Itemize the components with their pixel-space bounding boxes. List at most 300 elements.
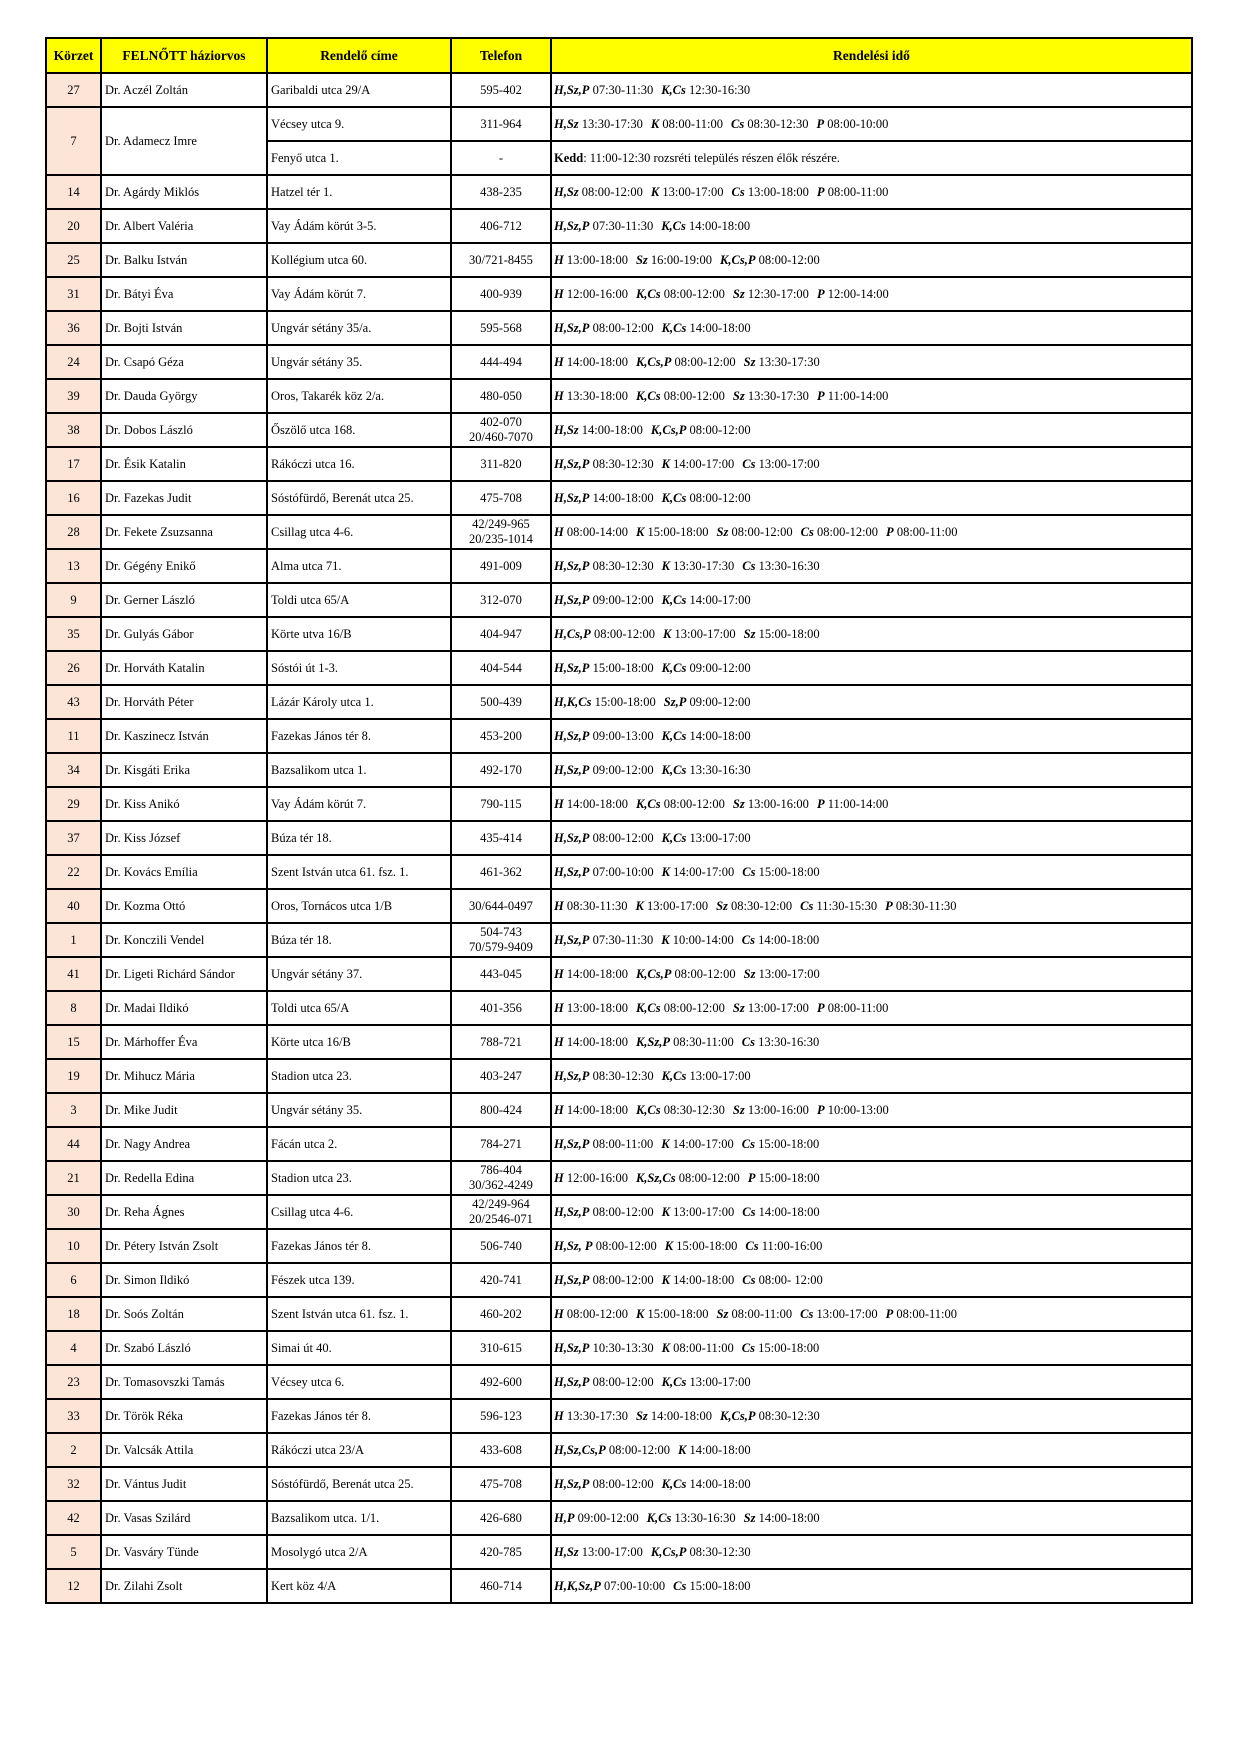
district-cell: 24 <box>46 345 101 379</box>
doctor-name-cell: Dr. Bojti István <box>101 311 267 345</box>
address-cell: Szent István utca 61. fsz. 1. <box>267 855 451 889</box>
hours-segment <box>733 1103 809 1117</box>
hours-segment <box>733 797 809 811</box>
time-range: 13:00-17:00 <box>758 456 820 471</box>
days-label: H,Sz,P <box>554 1204 590 1219</box>
time-range: 08:00-12:00 <box>758 252 820 267</box>
phone-number: 492-170 <box>480 762 522 777</box>
phone-number: 20/460-7070 <box>469 430 533 444</box>
time-range: 08:30-12:30 <box>689 1544 751 1559</box>
phone-number: 492-600 <box>480 1374 522 1389</box>
days-label: P <box>885 1306 894 1321</box>
time-range: 15:00-18:00 <box>758 1170 820 1185</box>
table-row <box>46 243 1192 277</box>
hours-segment <box>636 355 736 369</box>
hours-segment <box>817 185 888 199</box>
hours-segment <box>662 729 751 743</box>
time-range: 14:00-18:00 <box>566 1102 628 1117</box>
table-row <box>46 1229 1192 1263</box>
time-range: 13:30-16:30 <box>758 1034 820 1049</box>
time-range: 12:00-14:00 <box>827 286 889 301</box>
time-range: 14:00-17:00 <box>673 864 735 879</box>
hours-cell <box>551 1195 1192 1229</box>
phone-number: 312-070 <box>480 592 522 607</box>
hours-cell <box>551 515 1192 549</box>
district-cell: 30 <box>46 1195 101 1229</box>
time-range: 14:00-17:00 <box>672 1136 734 1151</box>
table-row <box>46 311 1192 345</box>
hours-segment <box>636 1307 709 1321</box>
address-cell: Fenyő utca 1. <box>267 141 451 175</box>
time-range: 08:00-11:00 <box>662 116 724 131</box>
hours-cell <box>551 923 1192 957</box>
table-row <box>46 209 1192 243</box>
days-label: H,Sz,P <box>554 1476 590 1491</box>
district-cell: 6 <box>46 1263 101 1297</box>
header-doctor: FELNŐTT háziorvos <box>101 38 267 73</box>
days-label: K,Cs <box>661 1068 687 1083</box>
days-label: K <box>664 1238 674 1253</box>
doctor-name-cell: Dr. Ésik Katalin <box>101 447 267 481</box>
doctor-name-cell: Dr. Aczél Zoltán <box>101 73 267 107</box>
table-row <box>46 787 1192 821</box>
hours-segment <box>733 287 809 301</box>
time-range: 08:00-11:00 <box>731 1306 793 1321</box>
time-range: 09:00-12:00 <box>592 592 654 607</box>
doctor-name-cell: Dr. Agárdy Miklós <box>101 175 267 209</box>
doctor-name-cell: Dr. Kiss József <box>101 821 267 855</box>
hours-segment <box>886 525 957 539</box>
district-cell: 43 <box>46 685 101 719</box>
phone-cell <box>451 1195 551 1229</box>
hours-segment <box>661 1137 734 1151</box>
hours-cell <box>551 991 1192 1025</box>
phone-cell <box>451 175 551 209</box>
hours-cell <box>551 345 1192 379</box>
time-range: 08:00-12:00 <box>608 1442 670 1457</box>
time-range: 14:00-18:00 <box>758 1204 820 1219</box>
address-cell: Stadion utca 23. <box>267 1161 451 1195</box>
days-label: P <box>816 184 825 199</box>
table-row <box>46 821 1192 855</box>
days-label: K,Cs <box>635 1102 661 1117</box>
days-label: P <box>816 388 825 403</box>
header-address: Rendelő címe <box>267 38 451 73</box>
address-cell: Sóstófürdő, Berenát utca 25. <box>267 481 451 515</box>
days-label: H,Sz,P <box>554 1136 590 1151</box>
days-label: H,Sz,P <box>554 1374 590 1389</box>
hours-segment <box>662 1069 751 1083</box>
table-row <box>46 923 1192 957</box>
days-label: Cs <box>800 898 814 913</box>
time-range: 14:00-18:00 <box>689 1476 751 1491</box>
hours-segment <box>678 1443 751 1457</box>
phone-number: 20/235-1014 <box>469 532 533 546</box>
hours-cell <box>551 107 1192 141</box>
address-cell: Garibaldi utca 29/A <box>267 73 451 107</box>
table-row <box>46 1569 1192 1603</box>
doctor-name-cell: Dr. Mike Judit <box>101 1093 267 1127</box>
table-row <box>46 515 1192 549</box>
days-label: K,Cs,P <box>720 252 756 267</box>
hours-cell <box>551 413 1192 447</box>
hours-segment <box>554 559 654 573</box>
phone-cell <box>451 345 551 379</box>
phone-cell <box>451 379 551 413</box>
days-label: Sz,P <box>663 694 687 709</box>
time-range: 13:00-16:00 <box>747 796 809 811</box>
days-label: H,Cs,P <box>554 626 591 641</box>
phone-cell <box>451 1127 551 1161</box>
district-cell: 33 <box>46 1399 101 1433</box>
phone-cell <box>451 413 551 447</box>
hours-cell <box>551 311 1192 345</box>
district-cell: 18 <box>46 1297 101 1331</box>
district-cell: 2 <box>46 1433 101 1467</box>
hours-segment <box>662 1273 735 1287</box>
days-label: K,Cs,P <box>720 1408 756 1423</box>
hours-segment <box>554 729 654 743</box>
hours-cell <box>551 719 1192 753</box>
district-cell: 29 <box>46 787 101 821</box>
table-row <box>46 1127 1192 1161</box>
doctor-name-cell: Dr. Kisgáti Erika <box>101 753 267 787</box>
time-range: 13:30-18:00 <box>566 388 628 403</box>
hours-segment <box>742 457 819 471</box>
district-cell: 13 <box>46 549 101 583</box>
phone-number: 438-235 <box>480 184 522 199</box>
days-label: P <box>816 286 825 301</box>
time-range: 08:00-12:00 <box>581 184 643 199</box>
days-label: H,Sz,P <box>554 218 590 233</box>
phone-number: 404-544 <box>480 660 522 675</box>
time-range: 13:00-17:00 <box>646 898 709 913</box>
phone-cell <box>451 277 551 311</box>
table-row <box>46 481 1192 515</box>
doctor-name-cell: Dr. Reha Ágnes <box>101 1195 267 1229</box>
hours-segment <box>554 593 654 607</box>
days-label: K <box>635 524 645 539</box>
time-range: 08:30-12:00 <box>731 898 793 913</box>
hours-segment <box>554 525 628 539</box>
time-range: 13:00-17:00 <box>581 1544 643 1559</box>
days-label: H,Sz,P <box>554 82 590 97</box>
address-cell: Sóstói út 1-3. <box>267 651 451 685</box>
doctor-name-cell: Dr. Kozma Ottó <box>101 889 267 923</box>
hours-cell <box>551 1501 1192 1535</box>
days-label: K,Cs <box>661 218 686 233</box>
time-range: 07:30-11:30 <box>592 932 654 947</box>
hours-segment <box>554 185 643 199</box>
phone-number: 42/249-965 <box>472 517 530 531</box>
days-label: H,Sz,P <box>554 1068 590 1083</box>
header-district: Körzet <box>46 38 101 73</box>
time-range: 08:00-12:00 <box>592 830 654 845</box>
time-range: 11:30-15:30 <box>816 898 878 913</box>
days-label: P <box>747 1170 756 1185</box>
time-range: 08:30-11:30 <box>895 898 957 913</box>
phone-number: 435-414 <box>480 830 522 845</box>
time-range: 15:00-18:00 <box>647 1306 709 1321</box>
table-row <box>46 277 1192 311</box>
phone-number: 500-439 <box>480 694 522 709</box>
hours-segment <box>554 151 840 165</box>
days-label: K,Cs <box>635 1000 661 1015</box>
table-row <box>46 583 1192 617</box>
hours-segment <box>673 1579 750 1593</box>
time-range: 13:00-17:00 <box>689 830 751 845</box>
time-range: 08:00-10:00 <box>827 116 889 131</box>
time-range: 13:00-17:00 <box>747 1000 809 1015</box>
days-label: K,Cs <box>661 82 686 97</box>
table-row <box>46 991 1192 1025</box>
days-label: H <box>554 354 564 369</box>
hours-segment <box>816 117 888 131</box>
days-label: H <box>554 966 564 981</box>
address-cell: Vécsey utca 6. <box>267 1365 451 1399</box>
days-label: H,Sz,P <box>554 762 590 777</box>
time-range: 08:00-12:00 <box>663 388 725 403</box>
table-row <box>46 1399 1192 1433</box>
time-range: 15:00-18:00 <box>758 1340 820 1355</box>
time-range: 08:00-12:00 <box>731 524 793 539</box>
time-range: 14:00-18:00 <box>673 1272 735 1287</box>
time-range: 08:00-11:00 <box>592 1136 654 1151</box>
hours-segment <box>742 1341 819 1355</box>
hours-segment <box>817 389 888 403</box>
table-row <box>46 447 1192 481</box>
hours-segment <box>554 1341 654 1355</box>
time-range: 13:00-18:00 <box>566 1000 628 1015</box>
table-row <box>46 685 1192 719</box>
days-label: K,Cs <box>661 320 687 335</box>
header-phone: Telefon <box>451 38 551 73</box>
hours-segment <box>554 1205 654 1219</box>
district-cell: 34 <box>46 753 101 787</box>
hours-segment <box>651 1545 751 1559</box>
time-range: 08:00-11:00 <box>673 1340 734 1355</box>
hours-cell <box>551 1433 1192 1467</box>
days-label: K <box>635 898 644 913</box>
days-label: H,Sz, P <box>554 1238 593 1253</box>
time-range: 15:00-18:00 <box>758 864 820 879</box>
table-row <box>46 379 1192 413</box>
hours-segment <box>662 1205 735 1219</box>
doctor-name-cell: Dr. Balku István <box>101 243 267 277</box>
time-range: 08:30-12:30 <box>663 1102 725 1117</box>
hours-cell <box>551 1263 1192 1297</box>
doctor-name-cell: Dr. Pétery István Zsolt <box>101 1229 267 1263</box>
district-cell: 28 <box>46 515 101 549</box>
phone-cell <box>451 1433 551 1467</box>
days-label: Cs <box>673 1578 687 1593</box>
phone-number: 42/249-964 <box>472 1197 530 1211</box>
hours-segment <box>662 831 751 845</box>
address-cell: Fácán utca 2. <box>267 1127 451 1161</box>
hours-segment <box>554 1137 653 1151</box>
days-label: K,Cs <box>661 660 687 675</box>
hours-cell <box>551 583 1192 617</box>
hours-segment <box>744 627 820 641</box>
days-label: Cs <box>742 456 756 471</box>
time-range: 15:00-18:00 <box>594 694 656 709</box>
phone-number: 311-820 <box>480 456 522 471</box>
days-label: H <box>554 1408 564 1423</box>
time-range: 08:30-12:30 <box>592 1068 654 1083</box>
district-cell: 23 <box>46 1365 101 1399</box>
hours-segment <box>554 287 628 301</box>
hours-segment <box>554 967 628 981</box>
hours-segment <box>554 1511 639 1525</box>
time-range: 09:00-12:00 <box>689 694 751 709</box>
phone-cell <box>451 787 551 821</box>
hours-segment <box>554 219 653 233</box>
address-cell: Alma utca 71. <box>267 549 451 583</box>
table-row <box>46 549 1192 583</box>
district-cell: 31 <box>46 277 101 311</box>
hours-cell <box>551 447 1192 481</box>
time-range: 13:30-17:30 <box>581 116 643 131</box>
address-cell: Lázár Károly utca 1. <box>267 685 451 719</box>
hours-segment <box>665 1239 738 1253</box>
doctor-name-cell: Dr. Albert Valéria <box>101 209 267 243</box>
phone-cell <box>451 447 551 481</box>
days-label: K <box>678 1442 687 1457</box>
time-range: 14:00-18:00 <box>758 932 820 947</box>
district-cell: 5 <box>46 1535 101 1569</box>
phone-number: 786-404 <box>480 1163 522 1177</box>
days-label: K <box>661 932 670 947</box>
hours-segment <box>742 1035 819 1049</box>
hours-cell <box>551 379 1192 413</box>
phone-cell <box>451 1535 551 1569</box>
days-label: K,Cs <box>661 830 687 845</box>
hours-cell <box>551 685 1192 719</box>
days-label: P <box>816 1102 825 1117</box>
time-range: 15:00-18:00 <box>689 1578 751 1593</box>
hours-segment <box>720 253 820 267</box>
days-label: H <box>554 898 564 913</box>
phone-cell <box>451 243 551 277</box>
phone-cell <box>451 515 551 549</box>
hours-cell <box>551 1025 1192 1059</box>
hours-segment <box>662 661 751 675</box>
table-row <box>46 1535 1192 1569</box>
address-cell: Hatzel tér 1. <box>267 175 451 209</box>
phone-cell <box>451 583 551 617</box>
address-cell: Ungvár sétány 35/a. <box>267 311 451 345</box>
phone-cell <box>451 1297 551 1331</box>
days-label: H <box>554 388 564 403</box>
doctor-name-cell: Dr. Kaszinecz István <box>101 719 267 753</box>
header-hours: Rendelési idő <box>551 38 1192 73</box>
hours-cell <box>551 617 1192 651</box>
district-cell: 16 <box>46 481 101 515</box>
hours-segment <box>663 627 736 641</box>
district-cell: 35 <box>46 617 101 651</box>
phone-cell <box>451 957 551 991</box>
days-label: H <box>554 1000 564 1015</box>
time-range: 08:00-12:00 <box>663 286 725 301</box>
days-label: Sz <box>732 1000 745 1015</box>
days-label: Sz <box>635 252 648 267</box>
phone-cell <box>451 1161 551 1195</box>
hours-segment <box>800 899 877 913</box>
time-range: 13:00-17:00 <box>758 966 820 981</box>
phone-number: 491-009 <box>480 558 522 573</box>
days-label: H,Sz <box>554 184 579 199</box>
time-range: 13:00-18:00 <box>566 252 628 267</box>
days-label: H <box>554 796 564 811</box>
hours-cell <box>551 1569 1192 1603</box>
phone-number: 596-123 <box>480 1408 522 1423</box>
hours-segment <box>817 797 888 811</box>
time-range: 08:00-12:00 <box>592 1374 654 1389</box>
time-range: 13:30-16:30 <box>689 762 751 777</box>
phone-number: 595-402 <box>480 82 522 97</box>
district-cell: 3 <box>46 1093 101 1127</box>
days-label: K <box>661 1340 671 1355</box>
time-range: 13:30-17:30 <box>747 388 809 403</box>
days-label: H,Sz,P <box>554 592 590 607</box>
days-label: Cs <box>742 558 756 573</box>
time-range: 13:00-16:00 <box>747 1102 809 1117</box>
days-label: H,Sz <box>554 116 579 131</box>
time-range: 08:00-12:00 <box>593 626 656 641</box>
table-row <box>46 1161 1192 1195</box>
hours-cell <box>551 141 1192 175</box>
phone-cell <box>451 311 551 345</box>
days-label: Sz <box>732 1102 745 1117</box>
phone-number: 404-947 <box>480 626 522 641</box>
days-label: P <box>886 524 894 539</box>
hours-segment <box>742 865 819 879</box>
phone-cell <box>451 1059 551 1093</box>
district-cell: 19 <box>46 1059 101 1093</box>
hours-segment <box>636 1171 740 1185</box>
table-row <box>46 107 1192 141</box>
phone-number: 403-247 <box>480 1068 522 1083</box>
address-cell: Ungvár sétány 35. <box>267 1093 451 1127</box>
phone-number: 70/579-9409 <box>469 940 533 954</box>
days-label: H,Sz,P <box>554 660 590 675</box>
doctor-name-cell: Dr. Dauda György <box>101 379 267 413</box>
hours-cell <box>551 1127 1192 1161</box>
time-range: 08:30-11:30 <box>566 898 628 913</box>
hours-segment <box>554 797 628 811</box>
hours-segment <box>662 457 735 471</box>
days-label: K,Sz,Cs <box>635 1170 676 1185</box>
hours-segment <box>554 763 654 777</box>
phone-cell <box>451 685 551 719</box>
phone-number: 402-070 <box>480 415 522 429</box>
phone-number: 460-202 <box>480 1306 522 1321</box>
hours-cell <box>551 1399 1192 1433</box>
days-label: Sz <box>743 966 756 981</box>
days-label: H,Sz,Cs,P <box>554 1442 606 1457</box>
days-label: Cs <box>742 864 756 879</box>
address-cell: Rákóczi utca 23/A <box>267 1433 451 1467</box>
phone-number: 426-680 <box>480 1510 522 1525</box>
table-row <box>46 855 1192 889</box>
hours-segment <box>744 355 820 369</box>
days-label: Sz <box>732 796 745 811</box>
hours-segment <box>554 1579 665 1593</box>
days-label: K <box>661 558 671 573</box>
phone-number: 311-964 <box>480 116 522 131</box>
doctor-name-cell: Dr. Konczili Vendel <box>101 923 267 957</box>
time-range: 08:00- 12:00 <box>758 1272 823 1287</box>
